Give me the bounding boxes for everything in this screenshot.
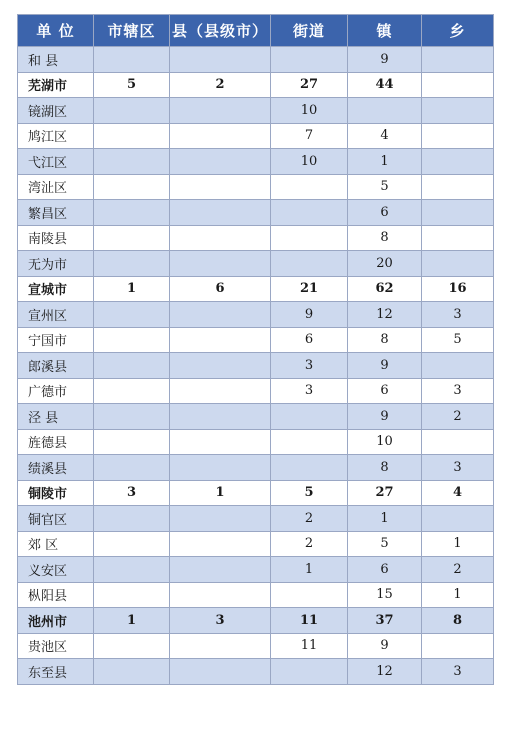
cell-districts (94, 327, 170, 353)
cell-townships: 1 (422, 582, 494, 608)
cell-towns (348, 98, 422, 124)
table-row-city (18, 72, 494, 98)
cell-towns: 6 (348, 378, 422, 404)
table-row (18, 123, 494, 149)
cell-unit-name: 贵池区 (18, 633, 94, 659)
table-row (18, 506, 494, 532)
cell-townships (422, 353, 494, 379)
cell-townships: 2 (422, 557, 494, 583)
cell-counties (170, 98, 271, 124)
cell-townships: 5 (422, 327, 494, 353)
cell-districts: 1 (94, 276, 170, 302)
cell-townships (422, 200, 494, 226)
cell-subdistricts (271, 404, 348, 430)
header-towns: 镇 (348, 15, 422, 47)
cell-counties (170, 251, 271, 277)
cell-subdistricts: 3 (271, 378, 348, 404)
cell-towns: 62 (348, 276, 422, 302)
cell-subdistricts: 10 (271, 98, 348, 124)
table-row-city (18, 480, 494, 506)
cell-townships: 4 (422, 480, 494, 506)
cell-towns: 10 (348, 429, 422, 455)
table-row (18, 582, 494, 608)
table-row (18, 659, 494, 685)
header-subdistricts: 街道 (271, 15, 348, 47)
cell-unit-name: 镜湖区 (18, 98, 94, 124)
cell-districts (94, 506, 170, 532)
cell-towns: 1 (348, 506, 422, 532)
cell-subdistricts (271, 47, 348, 73)
cell-towns: 5 (348, 174, 422, 200)
cell-townships: 3 (422, 378, 494, 404)
cell-counties (170, 378, 271, 404)
cell-counties (170, 557, 271, 583)
cell-towns: 27 (348, 480, 422, 506)
table-row (18, 404, 494, 430)
cell-unit-name: 宣城市 (18, 276, 94, 302)
cell-subdistricts: 11 (271, 633, 348, 659)
cell-counties (170, 353, 271, 379)
cell-subdistricts (271, 174, 348, 200)
cell-counties (170, 404, 271, 430)
cell-districts (94, 378, 170, 404)
cell-towns: 5 (348, 531, 422, 557)
cell-unit-name: 铜陵市 (18, 480, 94, 506)
cell-subdistricts (271, 251, 348, 277)
cell-counties (170, 174, 271, 200)
cell-townships: 8 (422, 608, 494, 634)
cell-subdistricts: 27 (271, 72, 348, 98)
cell-unit-name: 泾 县 (18, 404, 94, 430)
cell-subdistricts (271, 429, 348, 455)
cell-towns: 8 (348, 225, 422, 251)
cell-unit-name: 和 县 (18, 47, 94, 73)
table-row (18, 455, 494, 481)
cell-counties: 6 (170, 276, 271, 302)
cell-districts: 3 (94, 480, 170, 506)
cell-districts (94, 582, 170, 608)
table-row (18, 302, 494, 328)
header-townships: 乡 (422, 15, 494, 47)
cell-counties (170, 633, 271, 659)
cell-subdistricts: 2 (271, 531, 348, 557)
cell-townships: 2 (422, 404, 494, 430)
cell-districts (94, 47, 170, 73)
table-row (18, 98, 494, 124)
cell-districts (94, 455, 170, 481)
table-row (18, 557, 494, 583)
table-row (18, 200, 494, 226)
cell-counties (170, 429, 271, 455)
cell-towns: 6 (348, 200, 422, 226)
cell-subdistricts: 6 (271, 327, 348, 353)
cell-subdistricts: 11 (271, 608, 348, 634)
table-body (18, 47, 494, 685)
cell-counties (170, 47, 271, 73)
cell-districts (94, 404, 170, 430)
cell-subdistricts: 10 (271, 149, 348, 175)
cell-districts (94, 633, 170, 659)
cell-townships: 3 (422, 302, 494, 328)
cell-counties (170, 327, 271, 353)
cell-unit-name: 枞阳县 (18, 582, 94, 608)
table-row (18, 174, 494, 200)
cell-unit-name: 芜湖市 (18, 72, 94, 98)
table-row (18, 353, 494, 379)
cell-subdistricts (271, 200, 348, 226)
cell-subdistricts (271, 582, 348, 608)
cell-districts (94, 200, 170, 226)
cell-counties (170, 225, 271, 251)
cell-towns: 9 (348, 633, 422, 659)
cell-unit-name: 池州市 (18, 608, 94, 634)
cell-subdistricts (271, 225, 348, 251)
cell-counties (170, 506, 271, 532)
table-row (18, 251, 494, 277)
table-row (18, 531, 494, 557)
cell-towns: 8 (348, 455, 422, 481)
cell-unit-name: 南陵县 (18, 225, 94, 251)
cell-towns: 4 (348, 123, 422, 149)
cell-townships (422, 633, 494, 659)
cell-townships (422, 429, 494, 455)
cell-towns: 9 (348, 404, 422, 430)
header-districts: 市辖区 (94, 15, 170, 47)
cell-unit-name: 绩溪县 (18, 455, 94, 481)
cell-unit-name: 宣州区 (18, 302, 94, 328)
table-row (18, 378, 494, 404)
cell-townships: 16 (422, 276, 494, 302)
cell-townships: 3 (422, 455, 494, 481)
cell-unit-name: 东至县 (18, 659, 94, 685)
cell-unit-name: 郎溪县 (18, 353, 94, 379)
cell-districts (94, 149, 170, 175)
cell-towns: 1 (348, 149, 422, 175)
cell-districts: 1 (94, 608, 170, 634)
cell-counties: 3 (170, 608, 271, 634)
admin-division-table (17, 14, 494, 685)
table-row (18, 633, 494, 659)
cell-counties (170, 531, 271, 557)
cell-counties (170, 659, 271, 685)
cell-townships (422, 72, 494, 98)
cell-subdistricts (271, 455, 348, 481)
cell-unit-name: 弋江区 (18, 149, 94, 175)
cell-counties (170, 302, 271, 328)
cell-towns: 6 (348, 557, 422, 583)
cell-counties: 1 (170, 480, 271, 506)
cell-townships (422, 149, 494, 175)
cell-townships (422, 506, 494, 532)
cell-unit-name: 铜官区 (18, 506, 94, 532)
cell-subdistricts: 5 (271, 480, 348, 506)
cell-townships (422, 98, 494, 124)
cell-counties (170, 149, 271, 175)
cell-districts (94, 429, 170, 455)
cell-unit-name: 无为市 (18, 251, 94, 277)
cell-counties: 2 (170, 72, 271, 98)
cell-unit-name: 旌德县 (18, 429, 94, 455)
cell-towns: 15 (348, 582, 422, 608)
table-row (18, 225, 494, 251)
cell-unit-name: 广德市 (18, 378, 94, 404)
cell-towns: 8 (348, 327, 422, 353)
cell-counties (170, 123, 271, 149)
cell-counties (170, 200, 271, 226)
table-header (18, 15, 494, 47)
table-row (18, 47, 494, 73)
cell-districts (94, 225, 170, 251)
cell-townships: 3 (422, 659, 494, 685)
cell-unit-name: 鸠江区 (18, 123, 94, 149)
cell-unit-name: 郊 区 (18, 531, 94, 557)
cell-unit-name: 繁昌区 (18, 200, 94, 226)
header-counties: 县（县级市） (170, 15, 271, 47)
cell-unit-name: 湾沚区 (18, 174, 94, 200)
cell-townships (422, 47, 494, 73)
table-row-city (18, 276, 494, 302)
cell-towns: 9 (348, 47, 422, 73)
table-row (18, 429, 494, 455)
cell-unit-name: 义安区 (18, 557, 94, 583)
cell-subdistricts: 1 (271, 557, 348, 583)
cell-districts (94, 353, 170, 379)
header-row (18, 15, 494, 47)
cell-districts (94, 659, 170, 685)
cell-subdistricts (271, 659, 348, 685)
table-row (18, 327, 494, 353)
table-row (18, 149, 494, 175)
cell-districts (94, 251, 170, 277)
cell-subdistricts: 7 (271, 123, 348, 149)
cell-counties (170, 582, 271, 608)
cell-districts (94, 123, 170, 149)
cell-towns: 20 (348, 251, 422, 277)
cell-subdistricts: 9 (271, 302, 348, 328)
cell-districts (94, 557, 170, 583)
cell-subdistricts: 3 (271, 353, 348, 379)
table-row-city (18, 608, 494, 634)
cell-districts: 5 (94, 72, 170, 98)
cell-districts (94, 531, 170, 557)
header-unit: 单 位 (18, 15, 94, 47)
cell-towns: 9 (348, 353, 422, 379)
cell-townships (422, 225, 494, 251)
cell-districts (94, 174, 170, 200)
cell-townships: 1 (422, 531, 494, 557)
cell-towns: 44 (348, 72, 422, 98)
cell-unit-name: 宁国市 (18, 327, 94, 353)
cell-towns: 37 (348, 608, 422, 634)
cell-towns: 12 (348, 659, 422, 685)
cell-subdistricts: 21 (271, 276, 348, 302)
cell-townships (422, 174, 494, 200)
cell-subdistricts: 2 (271, 506, 348, 532)
cell-townships (422, 251, 494, 277)
cell-towns: 12 (348, 302, 422, 328)
cell-townships (422, 123, 494, 149)
cell-districts (94, 98, 170, 124)
cell-districts (94, 302, 170, 328)
cell-counties (170, 455, 271, 481)
